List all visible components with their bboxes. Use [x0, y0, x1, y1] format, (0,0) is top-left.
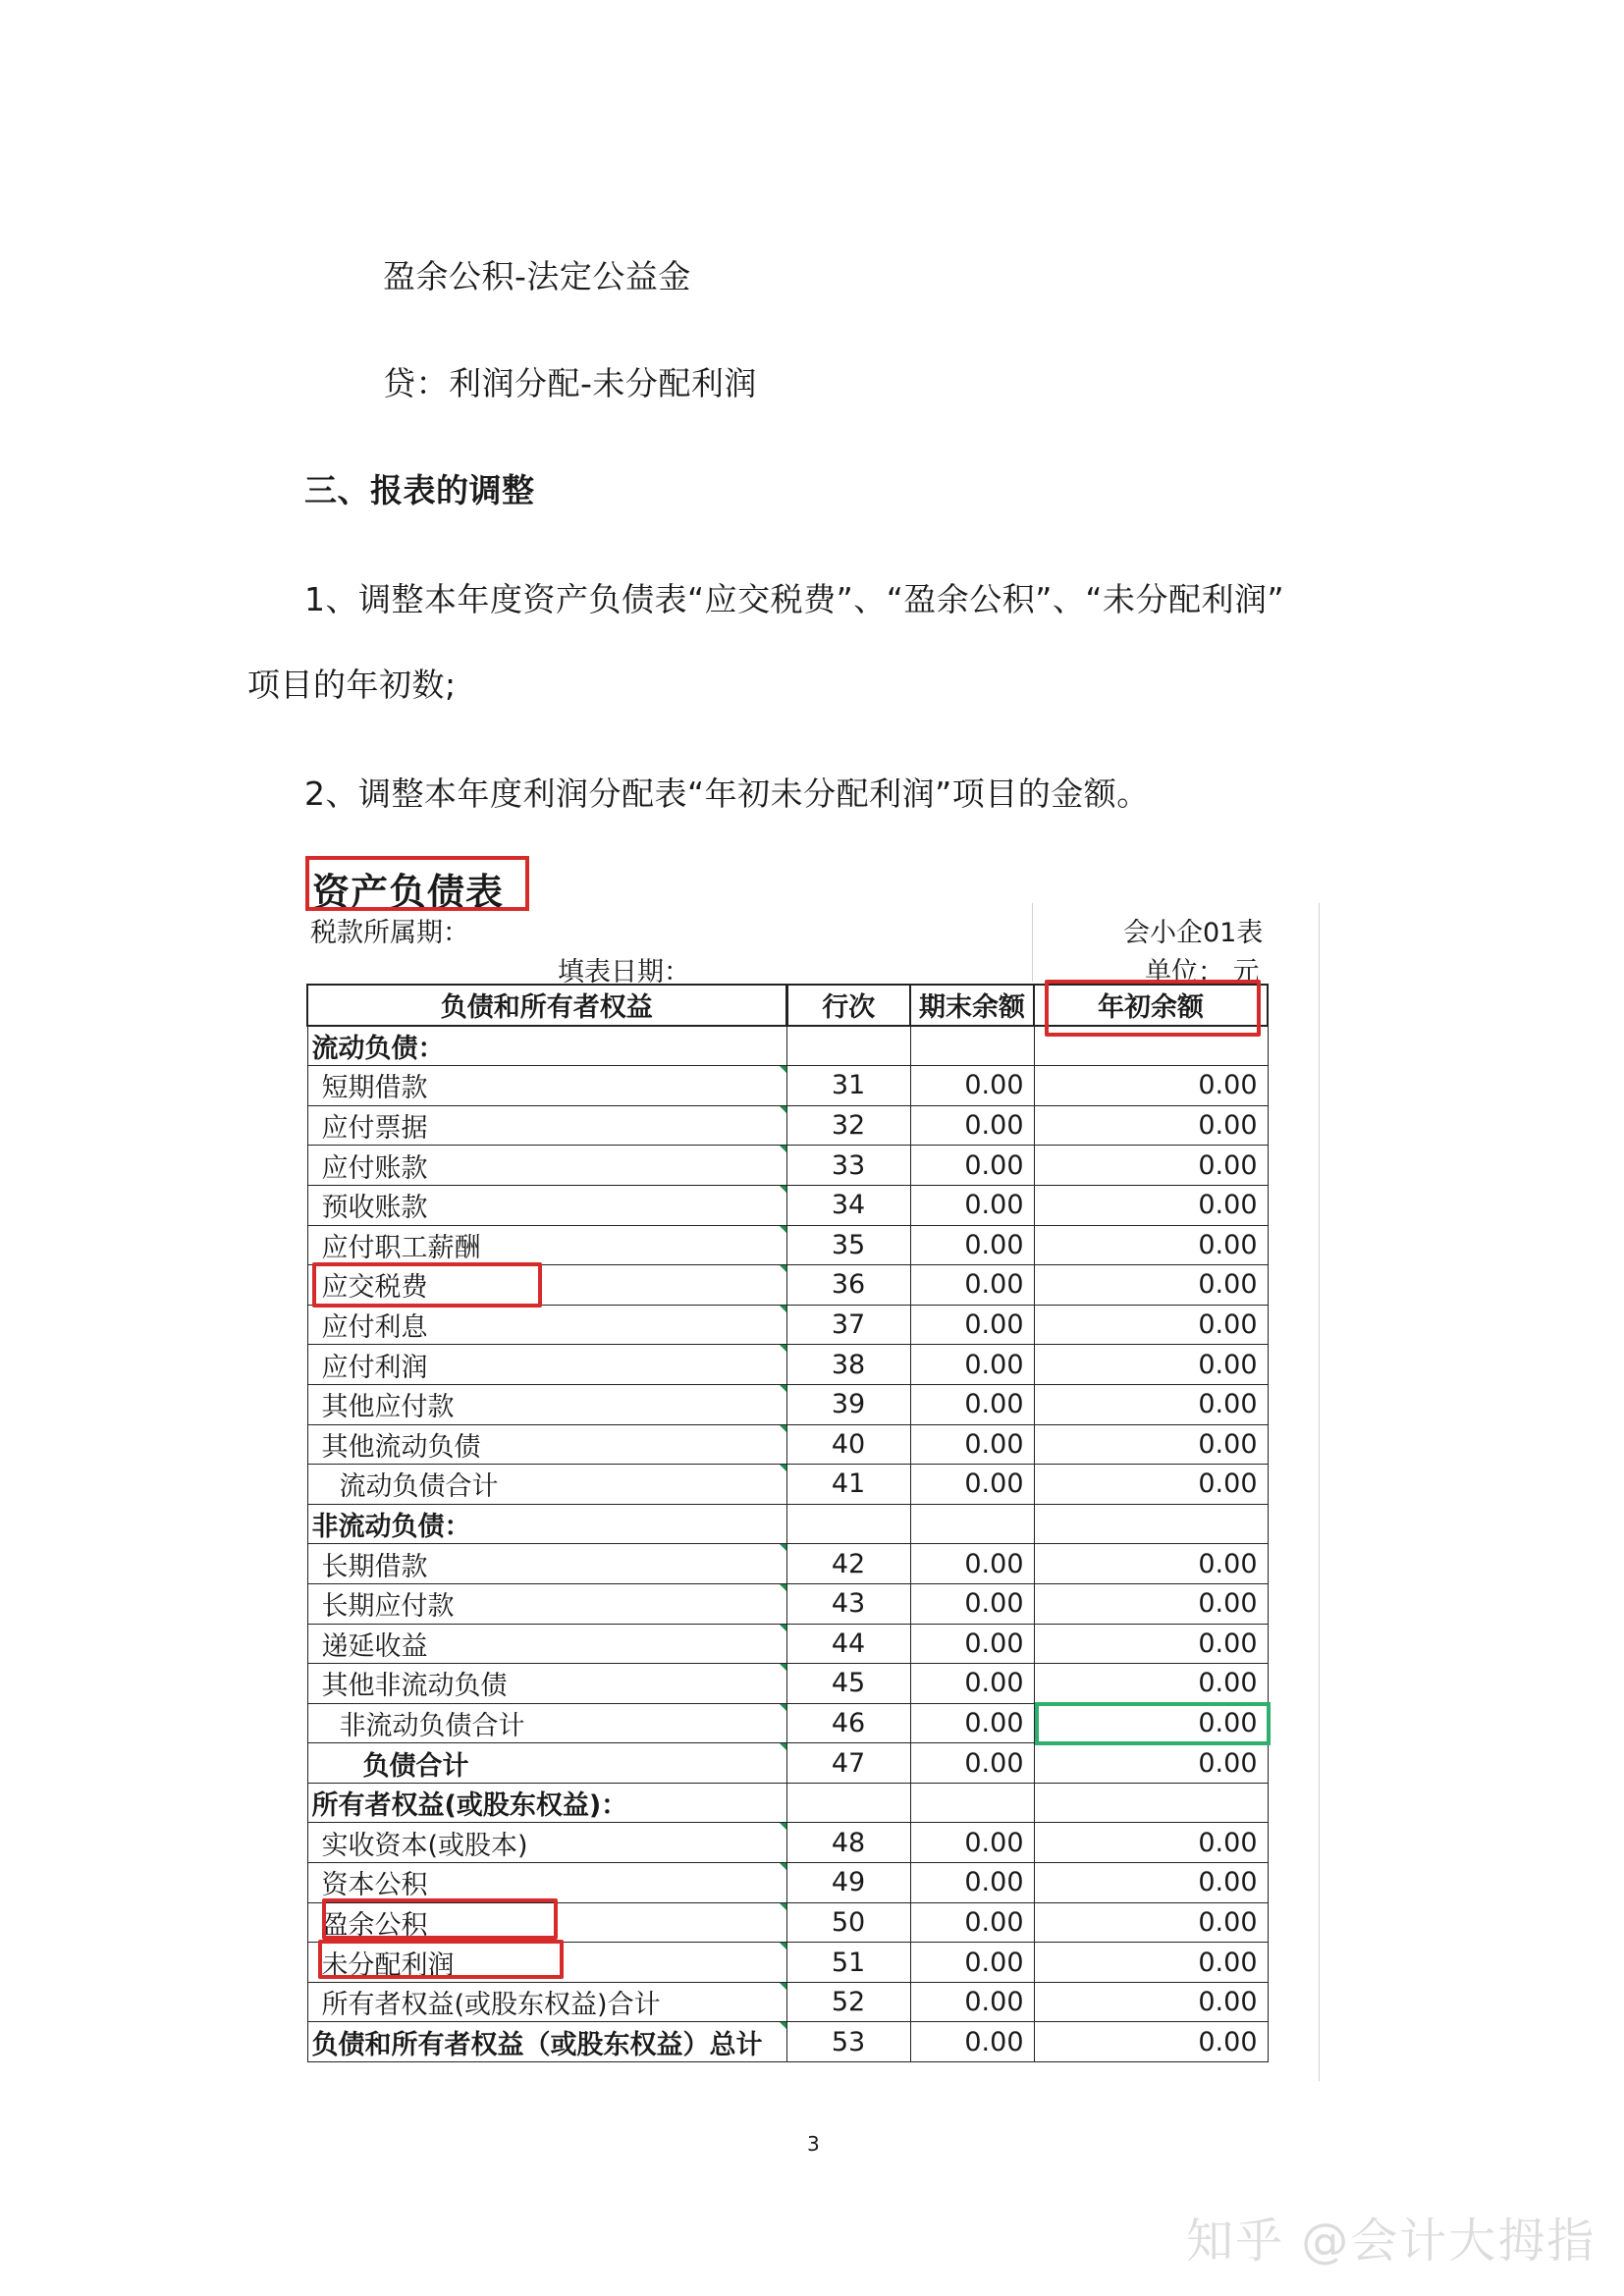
table-row: [307, 1624, 1268, 1664]
text-line-credit-entry: 贷：利润分配-未分配利润: [383, 364, 757, 402]
row-end-balance: 0.00: [910, 1624, 1034, 1664]
table-row: [307, 1783, 1268, 1823]
row-line-number: 45: [786, 1664, 910, 1704]
row-line-number: 50: [786, 1902, 910, 1943]
row-end-balance: 0.00: [910, 1146, 1034, 1186]
row-label: 资本公积: [307, 1863, 786, 1903]
row-label: 其他非流动负债: [307, 1664, 786, 1704]
row-line-number: 49: [786, 1863, 910, 1903]
table-row: [307, 2022, 1268, 2062]
table-row: [307, 1863, 1268, 1903]
row-begin-balance: 0.00: [1034, 1823, 1268, 1863]
surplus-reserve-highlight-box: [322, 1898, 558, 1940]
selected-cell-box: [1035, 1702, 1271, 1745]
row-label: 所有者权益(或股东权益)：: [307, 1783, 786, 1823]
row-begin-balance: 0.00: [1034, 1583, 1268, 1624]
balance-sheet-image: [300, 854, 1322, 2081]
unit-label: 单位： 元: [1145, 957, 1260, 988]
row-line-number: 36: [786, 1265, 910, 1306]
row-end-balance: 0.00: [910, 1544, 1034, 1584]
row-line-number: 42: [786, 1544, 910, 1584]
row-end-balance: 0.00: [910, 1424, 1034, 1465]
row-end-balance: 0.00: [910, 1902, 1034, 1943]
begin-balance-highlight-box: [1045, 980, 1261, 1037]
row-label: 未分配利润: [307, 1943, 786, 1983]
row-label: 长期应付款: [307, 1583, 786, 1624]
text-item-1a: 1、调整本年度资产负债表“应交税费”、“盈余公积”、“未分配利润”: [304, 580, 1285, 618]
fill-date-label: 填表日期：: [558, 957, 690, 988]
row-label: 负债和所有者权益（或股东权益）总计: [307, 2022, 786, 2062]
table-row: [307, 1823, 1268, 1863]
row-begin-balance: 0.00: [1034, 1943, 1268, 1983]
row-end-balance: 0.00: [910, 1664, 1034, 1704]
row-line-number: 52: [786, 1982, 910, 2022]
row-end-balance: 0.00: [910, 1305, 1034, 1345]
row-end-balance: 0.00: [910, 1982, 1034, 2022]
undistributed-profit-highlight-box: [318, 1940, 564, 1979]
row-label: 实收资本(或股本): [307, 1823, 786, 1863]
row-line-number: 32: [786, 1105, 910, 1146]
row-line-number: 46: [786, 1703, 910, 1743]
table-row: [307, 1345, 1268, 1385]
row-begin-balance: 0.00: [1034, 1305, 1268, 1345]
text-item-1b: 项目的年初数;: [247, 666, 457, 704]
table-row: [307, 1504, 1268, 1544]
row-begin-balance: 0.00: [1034, 1225, 1268, 1265]
row-end-balance: 0.00: [910, 1823, 1034, 1863]
row-line-number: [786, 1026, 910, 1066]
row-line-number: 39: [786, 1384, 910, 1424]
row-begin-balance: 0.00: [1034, 1384, 1268, 1424]
row-label: 非流动负债合计: [307, 1703, 786, 1743]
table-row: [307, 1384, 1268, 1424]
row-begin-balance: 0.00: [1034, 1664, 1268, 1704]
row-line-number: 47: [786, 1743, 910, 1784]
row-begin-balance: 0.00: [1034, 1982, 1268, 2022]
row-line-number: 44: [786, 1624, 910, 1664]
table-row: [307, 1185, 1268, 1225]
row-begin-balance: 0.00: [1034, 1185, 1268, 1225]
row-label: 非流动负债：: [307, 1504, 786, 1544]
row-line-number: 37: [786, 1305, 910, 1345]
row-begin-balance: 0.00: [1034, 1703, 1268, 1743]
row-end-balance: 0.00: [910, 1863, 1034, 1903]
row-label: 应付利润: [307, 1345, 786, 1385]
row-line-number: 35: [786, 1225, 910, 1265]
row-line-number: 51: [786, 1943, 910, 1983]
row-line-number: 40: [786, 1424, 910, 1465]
row-end-balance: [910, 1504, 1034, 1544]
row-begin-balance: 0.00: [1034, 1863, 1268, 1903]
table-row: [307, 1982, 1268, 2022]
row-line-number: 34: [786, 1185, 910, 1225]
row-end-balance: 0.00: [910, 1465, 1034, 1505]
row-begin-balance: 0.00: [1034, 1146, 1268, 1186]
row-line-number: 53: [786, 2022, 910, 2062]
table-row: [307, 1105, 1268, 1146]
row-label: 所有者权益(或股东权益)合计: [307, 1982, 786, 2022]
page-number: 3: [807, 2132, 820, 2156]
row-line-number: 31: [786, 1066, 910, 1106]
row-label: 应交税费: [307, 1265, 786, 1306]
grid-line: [1032, 903, 1033, 982]
row-label: 预收账款: [307, 1185, 786, 1225]
row-begin-balance: 0.00: [1034, 1345, 1268, 1385]
row-label: 应付票据: [307, 1105, 786, 1146]
row-begin-balance: 0.00: [1034, 1424, 1268, 1465]
row-label: 其他应付款: [307, 1384, 786, 1424]
row-end-balance: 0.00: [910, 1703, 1034, 1743]
row-end-balance: 0.00: [910, 1384, 1034, 1424]
row-line-number: 43: [786, 1583, 910, 1624]
row-end-balance: 0.00: [910, 1225, 1034, 1265]
row-begin-balance: 0.00: [1034, 1624, 1268, 1664]
row-end-balance: 0.00: [910, 1743, 1034, 1784]
table-row: [307, 1305, 1268, 1345]
row-end-balance: 0.00: [910, 2022, 1034, 2062]
sheet-title: 资产负债表: [312, 871, 505, 914]
col-header-end-balance: 期末余额: [910, 985, 1034, 1026]
row-begin-balance: 0.00: [1034, 2022, 1268, 2062]
row-begin-balance: 0.00: [1034, 1743, 1268, 1784]
row-end-balance: 0.00: [910, 1943, 1034, 1983]
grid-line: [1319, 903, 1320, 2081]
row-begin-balance: 0.00: [1034, 1902, 1268, 1943]
row-label: 长期借款: [307, 1544, 786, 1584]
table-row: [307, 1066, 1268, 1106]
text-item-2: 2、调整本年度利润分配表“年初未分配利润”项目的金额。: [304, 774, 1150, 813]
table-row: [307, 1664, 1268, 1704]
row-end-balance: [910, 1783, 1034, 1823]
row-label: 短期借款: [307, 1066, 786, 1106]
row-end-balance: 0.00: [910, 1345, 1034, 1385]
table-row: [307, 1743, 1268, 1784]
row-line-number: [786, 1504, 910, 1544]
title-highlight-box: [305, 856, 529, 911]
row-label: 流动负债合计: [307, 1465, 786, 1505]
row-begin-balance: 0.00: [1034, 1105, 1268, 1146]
row-end-balance: 0.00: [910, 1066, 1034, 1106]
table-row: [307, 1465, 1268, 1505]
col-header-begin-balance: 年初余额: [1034, 985, 1268, 1026]
row-line-number: 48: [786, 1823, 910, 1863]
row-label: 应付账款: [307, 1146, 786, 1186]
row-line-number: [786, 1783, 910, 1823]
row-label: 其他流动负债: [307, 1424, 786, 1465]
row-end-balance: 0.00: [910, 1185, 1034, 1225]
table-row: [307, 1544, 1268, 1584]
row-begin-balance: [1034, 1504, 1268, 1544]
row-begin-balance: 0.00: [1034, 1265, 1268, 1306]
period-label: 税款所属期：: [310, 918, 469, 948]
row-begin-balance: [1034, 1783, 1268, 1823]
table-row: [307, 1583, 1268, 1624]
row-line-number: 41: [786, 1465, 910, 1505]
form-code: 会小企01表: [1123, 918, 1264, 948]
row-begin-balance: 0.00: [1034, 1544, 1268, 1584]
row-label: 流动负债：: [307, 1026, 786, 1066]
col-header-line: 行次: [786, 985, 910, 1026]
row-end-balance: [910, 1026, 1034, 1066]
table-row: [307, 1146, 1268, 1186]
row-label: 递延收益: [307, 1624, 786, 1664]
row-end-balance: 0.00: [910, 1105, 1034, 1146]
row-begin-balance: 0.00: [1034, 1066, 1268, 1106]
row-label: 负债合计: [307, 1743, 786, 1784]
row-label: 应付职工薪酬: [307, 1225, 786, 1265]
row-end-balance: 0.00: [910, 1583, 1034, 1624]
col-header-item: 负债和所有者权益: [307, 985, 786, 1026]
row-line-number: 38: [786, 1345, 910, 1385]
row-label: 盈余公积: [307, 1902, 786, 1943]
row-line-number: 33: [786, 1146, 910, 1186]
tax-payable-highlight-box: [312, 1262, 542, 1308]
row-begin-balance: 0.00: [1034, 1465, 1268, 1505]
text-line-surplus-reserve: 盈余公积-法定公益金: [383, 257, 691, 295]
watermark: 知乎 @会计大拇指: [1186, 2214, 1597, 2269]
row-end-balance: 0.00: [910, 1265, 1034, 1306]
row-label: 应付利息: [307, 1305, 786, 1345]
section-heading: 三、报表的调整: [304, 471, 535, 509]
table-row: [307, 1424, 1268, 1465]
table-row: [307, 1225, 1268, 1265]
